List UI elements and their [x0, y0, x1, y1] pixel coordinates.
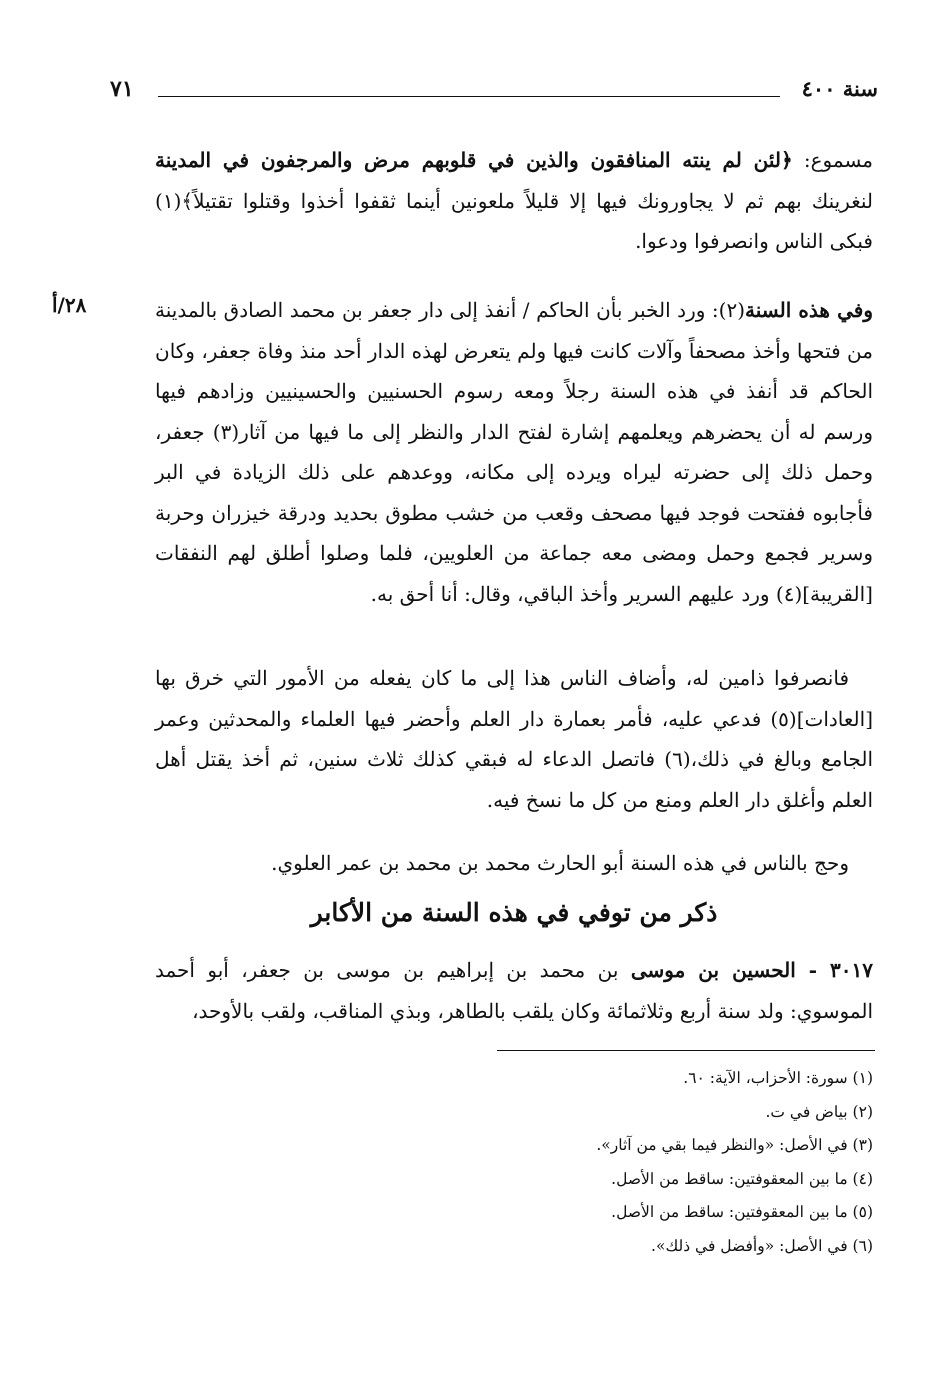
quran-quote: ﴿لئن لم ينته المنافقون والذين في قلوبهم مرض والمرجفون في المدينة — [155, 148, 793, 172]
page-number: ٧١ — [110, 76, 134, 102]
paragraph-1-lead: مسموع: — [792, 148, 873, 172]
footnote-1: (١) سورة: الأحزاب، الآية: ٦٠. — [683, 1069, 873, 1087]
paragraph-2 — [155, 290, 873, 614]
manuscript-folio-ref: ٢٨/أ — [52, 293, 87, 317]
footnote-4: (٤) ما بين المعقوفتين: ساقط من الأصل. — [611, 1169, 873, 1188]
footnotes — [353, 1062, 873, 1263]
footnote-2: (٢) بياض في ت. — [765, 1102, 873, 1121]
paragraph-3-text: فانصرفوا ذامين له، وأضاف الناس هذا إلى ما كان يفعله من الأمور التي خرق بها [العادات](٥) فدعي عليه، فأمر بعمارة دار العلم وأحضر فيها العلماء والمحدثين وعمر الجامع وبالغ في ذلك،(٦) فاتصل الدعاء له فبقي كذلك ثلاث سنين، ثم أخذ يقتل أهل العلم وأغلق دار العلم ومنع من كل ما نسخ فيه. — [155, 666, 873, 812]
paragraph-1-text: لنغرينك بهم ثم لا يجاورونك فيها إلا قليلاً ملعونين أينما ثقفوا أخذوا وقتلوا تقتيلاً﴾(١) فبكى الناس وانصرفوا ودعوا. — [155, 188, 873, 253]
running-header — [110, 76, 878, 110]
paragraph-1 — [155, 140, 873, 262]
footnote-6: (٦) في الأصل: «وأفضل في ذلك». — [651, 1236, 873, 1255]
footnote-3: (٣) في الأصل: «والنظر فيما بقي من آثار». — [596, 1136, 873, 1154]
paragraph-3 — [155, 658, 873, 820]
paragraph-2-text: (٢): ورد الخبر بأن الحاكم / أنفذ إلى دار جعفر بن محمد الصادق بالمدينة من فتحها وأخذ مصحفاً وآلات كانت فيها ولم يتعرض لهذه الدار أحد منذ وفاة جعفر، وكان الحاكم قد أنفذ في هذه السنة رجلاً ومعه رسوم الحسنيين والحسينيين وزادهم فيها ورسم له أن يحضرهم ويعلمهم إشارة لفتح الدار والنظر إلى ما فيها من آثار(٣) جعفر، وحمل ذلك إلى حضرته ليراه ويرده إلى مكانه، ووعدهم على ذلك الزيادة في البر فأجابوه ففتحت فوجد فيها مصحف وقعب من خشب مطوق بحديد ودرقة خيزران وحربة وسرير فجمع وحمل ومضى معه جماعة من العلويين، فلما وصلوا أطلق لهم النفقات [القريبة](٤) ورد عليهم السرير وأخذ الباقي، وقال: أنا أحق به. — [155, 298, 874, 606]
footnote-rule — [497, 1050, 875, 1051]
paragraph-4-text: وحج بالناس في هذه السنة أبو الحارث محمد بن محمد بن عمر العلوي. — [271, 851, 849, 875]
footnote-5: (٥) ما بين المعقوفتين: ساقط من الأصل. — [611, 1203, 873, 1221]
section-heading: ذكر من توفي في هذه السنة من الأكابر — [310, 898, 718, 927]
paragraph-2-lead: وفي هذه السنة — [745, 298, 873, 322]
header-rule — [158, 96, 780, 97]
paragraph-4 — [155, 843, 873, 884]
biography-entry-lead: ٣٠١٧ - الحسين بن موسى — [630, 958, 874, 982]
biography-entry-text: بن محمد بن إبراهيم بن موسى بن جعفر، أبو أحمد الموسوي: ولد سنة أربع وثلاثمائة وكان يلقب بالطاهر، وبذي المناقب، ولقب بالأوحد، — [155, 958, 873, 1023]
biography-entry — [155, 950, 873, 1031]
running-header-year: سنة ٤٠٠ — [801, 76, 878, 101]
